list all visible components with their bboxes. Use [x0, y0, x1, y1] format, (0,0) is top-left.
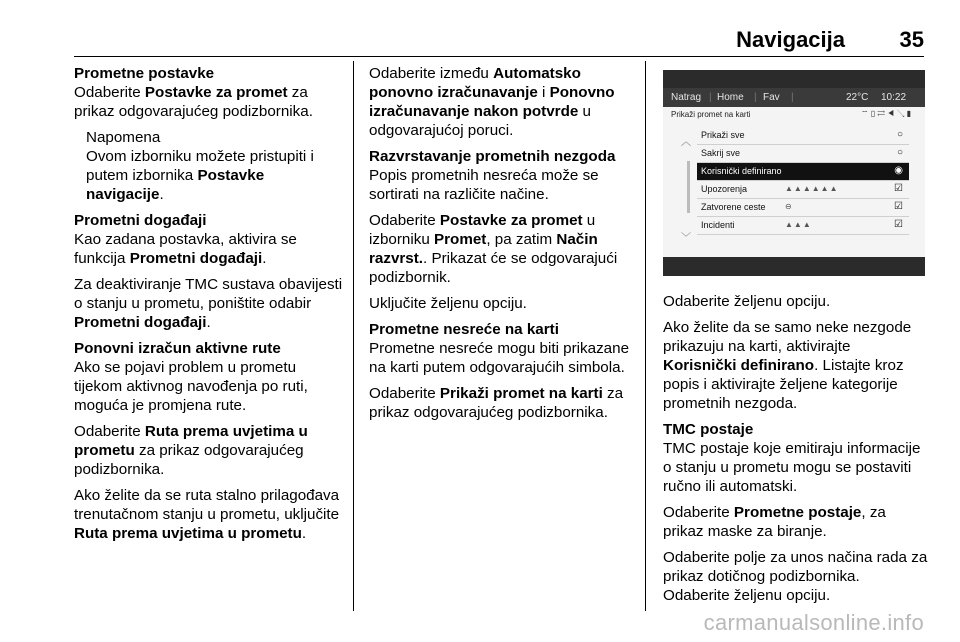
bold-term: Postavke navigacije: [86, 167, 265, 203]
list-item-label: Upozorenja: [701, 184, 748, 194]
page-number: 35: [899, 27, 924, 52]
heading-nesrece-na-karti: Prometne nesreće na karti: [369, 321, 559, 338]
screen-body: [663, 107, 925, 257]
text: .: [262, 250, 267, 267]
text: Odaberite: [74, 423, 145, 440]
separator: |: [754, 92, 757, 103]
scrollbar-thumb[interactable]: [687, 161, 690, 213]
column-2: [369, 64, 641, 429]
text: Prometne nesreće mogu biti prikazane na karti putem odgovarajućih simbola.: [369, 340, 630, 376]
text: za prikaz odgovarajućeg podizbornika.: [74, 84, 313, 120]
column-divider-2: [645, 61, 646, 611]
bold-term: Automatsko ponovno izračunavanje: [369, 65, 581, 101]
radio-selected-icon[interactable]: ◉: [894, 165, 903, 176]
text: , za prikaz maske za biranje.: [663, 504, 886, 540]
text: .: [301, 525, 307, 542]
separator: |: [791, 92, 794, 103]
checkbox-icon[interactable]: ☑: [894, 219, 903, 230]
column-1: [74, 64, 346, 550]
text: . Listajte kroz popis i aktivirajte željene kategorije prometnih nezgoda.: [663, 357, 904, 412]
text: Ako želite da se ruta stalno prilagođava trenutačnom stanju u prometu, uključite: [74, 487, 340, 523]
header-rule: [74, 56, 924, 57]
list-item[interactable]: [697, 145, 909, 163]
text: Uključite željenu opciju.: [369, 295, 527, 312]
status-icons: ⌔ ▯ ⇄ ◀ ↘ ▮: [861, 109, 911, 118]
text: u odgovarajućoj poruci.: [369, 103, 591, 139]
scroll-rail[interactable]: [677, 129, 699, 249]
scroll-down-icon[interactable]: ﹀: [681, 233, 691, 244]
text: Odaberite željenu opciju.: [663, 293, 831, 310]
bold-term: Ruta prema uvjetima u prometu: [74, 525, 302, 542]
text: Odaberite između: [369, 65, 494, 82]
list-item-label: Korisnički definirano: [701, 166, 782, 176]
back-button[interactable]: Natrag: [671, 92, 702, 103]
option-list: [697, 127, 909, 235]
text: za prikaz odgovarajućeg podizbornika.: [74, 442, 304, 478]
page-title: Navigacija: [736, 27, 845, 52]
bold-term: Prikaži promet na karti: [439, 385, 603, 402]
warning-icons: ▲▲▲▲▲▲: [785, 184, 839, 193]
bold-term: Korisnički definirano: [663, 357, 815, 374]
heading-prometni-dogadaji: Prometni događaji: [74, 212, 207, 229]
text: Odaberite: [74, 84, 145, 101]
bold-term: Postavke za promet: [439, 212, 583, 229]
text: Ako želite da se samo neke nezgode prikazuju na karti, aktivirajte: [663, 319, 912, 355]
heading-razvrstavanje: Razvrstavanje prometnih nezgoda: [369, 148, 616, 165]
scroll-up-icon[interactable]: ︿: [681, 137, 691, 148]
watermark: carmanualsonline.info: [703, 610, 924, 635]
text: u izborniku: [369, 212, 596, 248]
list-item[interactable]: [697, 199, 909, 217]
temperature: 22°C: [846, 92, 869, 103]
text: .: [206, 314, 211, 331]
screen-breadcrumb: Prikaži promet na karti: [671, 110, 751, 119]
fav-button[interactable]: Fav: [763, 92, 780, 103]
bold-term: Ruta prema uvjetima u prometu: [74, 423, 308, 459]
text: Popis prometnih nesreća može se sortirati na različite načine.: [369, 167, 599, 203]
text: i: [537, 84, 550, 101]
bold-term: Promet: [434, 231, 487, 248]
text: Odaberite: [369, 212, 440, 229]
infotainment-screenshot: [663, 70, 925, 276]
text: Kao zadana postavka, aktivira se funkcija: [74, 231, 297, 267]
list-item[interactable]: [697, 217, 909, 235]
list-item-label: Sakrij sve: [701, 148, 741, 158]
radio-icon[interactable]: ○: [896, 147, 903, 158]
text: Za deaktiviranje TMC sustava obavijesti o stanju u prometu, poništite odabir: [74, 276, 343, 312]
text: .: [159, 186, 164, 203]
screen-top-bar: [663, 88, 925, 107]
list-item[interactable]: [697, 127, 909, 145]
text: Odaberite željenu opciju.: [663, 587, 831, 604]
incident-icons: ▲▲▲: [785, 220, 812, 229]
bold-term: Prometni događaji: [74, 314, 207, 331]
checkbox-icon[interactable]: ☑: [894, 183, 903, 194]
list-item-label: Zatvorene ceste: [701, 202, 766, 212]
bold-term: Postavke za promet: [144, 84, 288, 101]
list-item-selected[interactable]: [697, 163, 909, 181]
bold-term: Prometne postaje: [733, 504, 862, 521]
column-3: [663, 292, 928, 612]
note-title: Napomena: [86, 129, 161, 146]
text: Odaberite: [369, 385, 440, 402]
list-item-label: Incidenti: [701, 220, 735, 230]
bold-term: Način razvrst.: [369, 231, 598, 267]
radio-icon[interactable]: ○: [896, 129, 903, 140]
bold-term: Ponovno izračunavanje nakon potvrde: [369, 84, 615, 120]
heading-ponovni-izracun: Ponovni izračun aktivne rute: [74, 340, 281, 357]
column-divider-1: [353, 61, 354, 611]
road-closed-icon: ⊖: [785, 202, 793, 211]
separator: |: [709, 92, 712, 103]
text: TMC postaje koje emitiraju informacije o stanju u prometu mogu se postaviti ručno ili automatski.: [663, 440, 921, 495]
heading-prometne-postavke: Prometne postavke: [74, 65, 215, 82]
home-button[interactable]: Home: [717, 92, 744, 103]
checkbox-icon[interactable]: ☑: [894, 201, 903, 212]
text: za prikaz odgovarajućeg podizbornika.: [369, 385, 624, 421]
text: Ako se pojavi problem u prometu tijekom aktivnog navođenja po ruti, moguća je promjena rute.: [74, 359, 308, 414]
text: Odaberite polje za unos načina rada za prikaz dotičnog podizbornika.: [663, 549, 928, 585]
text: . Prikazat će se odgovarajući podizbornik.: [369, 250, 618, 286]
text: Odaberite: [663, 504, 734, 521]
clock: 10:22: [881, 92, 907, 103]
heading-tmc-postaje: TMC postaje: [663, 421, 754, 438]
text: , pa zatim: [486, 231, 557, 248]
list-item[interactable]: [697, 181, 909, 199]
list-item-label: Prikaži sve: [701, 130, 745, 140]
text: Ovom izborniku možete pristupiti i putem izbornika: [86, 148, 314, 184]
note-box: [74, 128, 346, 204]
bold-term: Prometni događaji: [129, 250, 263, 267]
